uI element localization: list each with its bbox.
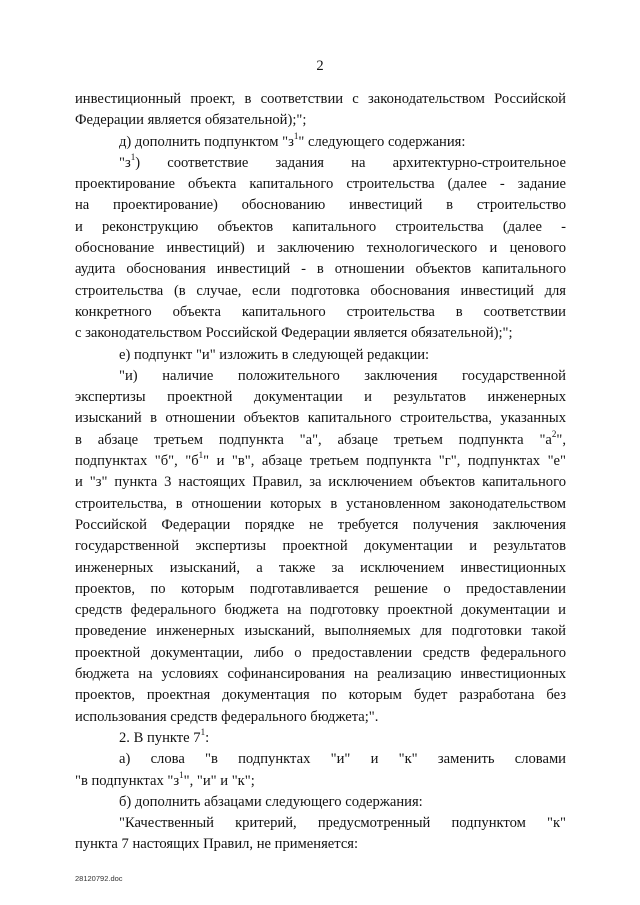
text-line: конкретного объекта капитального строительства в соответствии (75, 303, 566, 320)
text-line: б) дополнить абзацами следующего содержания: (119, 793, 423, 810)
text-line: инженерных изысканий, а также за исключением инвестиционных (75, 559, 566, 576)
text-line: проектов, по которым подготавливается решение о предоставлении (75, 580, 566, 597)
text-line: "$з^1$) соответствие задания на архитектурно-строительное (119, 152, 566, 171)
text-line: а) слова "в подпунктах "и" и "к" заменить словами (119, 751, 566, 768)
text-line: подпунктах "б", "$б^1$" и "в", абзаце третьем подпункта "г", подпунктах "е" (75, 450, 566, 470)
text-line: и реконструкцию объектов капитального строительства (далее - (75, 218, 566, 235)
text-line: проектов, проектная документация по которым будет разработана без (75, 687, 566, 704)
text-line: бюджета на условиях софинансирования на реализацию инвестиционных (75, 666, 566, 683)
text-line: с законодательством Российской Федерации является обязательной);"; (75, 325, 513, 342)
text-line: проектирование объекта капитального строительства (далее - задание (75, 176, 566, 193)
text-line: средств федерального бюджета на подготовку проектной документации и (75, 602, 566, 619)
text-line: строительства (в случае, если подготовка обоснования инвестиций для (75, 282, 566, 299)
text-line: пункта 7 настоящих Правил, не применяется: (75, 836, 359, 853)
text-line: проектной документации, либо о предоставлении средств федерального (75, 644, 566, 661)
text-line: Федерации является обязательной);"; (75, 112, 307, 129)
text-line: государственной экспертизы проектной документации и результатов (75, 538, 566, 555)
text-line: "Качественный критерий, предусмотренный подпунктом "к" (119, 815, 566, 832)
text-line: "и) наличие положительного заключения государственной (119, 367, 566, 384)
file-name-footer: 28120792.doc (75, 874, 123, 883)
page-number: 2 (316, 58, 324, 74)
text-line: "в подпунктах "$з^1$", "и" и "к"; (75, 769, 255, 789)
text-line: изысканий в отношении объектов капитального строительства, указанных (75, 410, 566, 427)
text-line: проведение инженерных изысканий, выполняемых для подготовки такой (75, 623, 566, 640)
document-body (75, 89, 566, 856)
text-line: д) дополнить подпунктом "$з^1$" следующего содержания: (119, 130, 466, 150)
text-line: е) подпункт "и" изложить в следующей редакции: (119, 346, 430, 363)
text-line: на проектирование) обоснованию инвестиций в строительство (75, 197, 566, 214)
text-line: строительства, в отношении которых в установленном законодательством (75, 495, 566, 512)
text-line: использования средств федерального бюджета;". (75, 708, 379, 725)
text-line: Российской Федерации порядке не требуется получения заключения (75, 516, 566, 533)
text-line: и "з" пункта 3 настоящих Правил, за исключением объектов капитального (75, 474, 566, 491)
text-line: в абзаце третьем подпункта "а", абзаце третьем подпункта "$а^2$", (75, 428, 566, 448)
text-line: обоснование инвестиций) и заключению технологического и ценового (75, 240, 566, 257)
text-line: экспертизы проектной документации и результатов инженерных (75, 389, 566, 406)
text-line: аудита обоснования инвестиций - в отношении объектов капитального (75, 261, 566, 278)
text-line: инвестиционный проект, в соответствии с законодательством Российской (75, 91, 566, 107)
text-line: 2. В пункте $7^1$: (119, 727, 210, 746)
